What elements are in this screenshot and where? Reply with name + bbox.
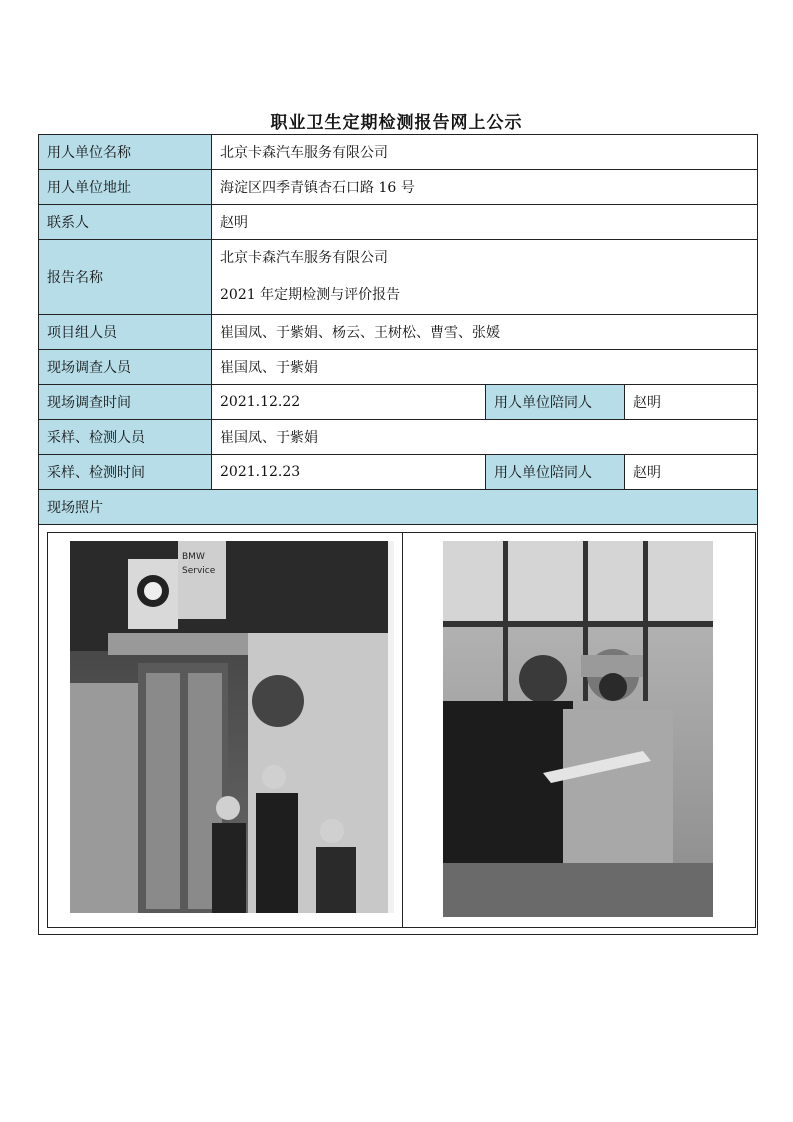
row-sampling-staff — [39, 420, 758, 455]
value-sampling-staff: 崔国凤、于紫娟 — [212, 420, 758, 455]
value-employer-name: 北京卡森汽车服务有限公司 — [212, 135, 758, 170]
photo-cell-left — [48, 533, 402, 927]
label-employer-address: 用人单位地址 — [39, 170, 212, 205]
value-survey-accompany: 赵明 — [625, 385, 758, 420]
row-site-photos — [39, 525, 758, 935]
sign-text-bmw: BMW — [182, 551, 205, 562]
label-site-survey-time: 现场调查时间 — [39, 385, 212, 420]
value-project-members: 崔国凤、于紫娟、杨云、王树松、曹雪、张媛 — [212, 315, 758, 350]
photo-frame — [47, 532, 756, 928]
report-name-line-1: 北京卡森汽车服务有限公司 — [220, 250, 388, 266]
site-photo-inspection — [403, 533, 757, 927]
row-site-photos-header — [39, 490, 758, 525]
label-employer-name: 用人单位名称 — [39, 135, 212, 170]
value-site-survey-time: 2021.12.22 — [212, 385, 486, 420]
label-project-members: 项目组人员 — [39, 315, 212, 350]
value-employer-address: 海淀区四季青镇杏石口路 16 号 — [212, 170, 758, 205]
row-contact — [39, 205, 758, 240]
row-employer-name — [39, 135, 758, 170]
row-site-survey-staff — [39, 350, 758, 385]
row-site-survey-time — [39, 385, 758, 420]
page-title: 职业卫生定期检测报告网上公示 — [270, 113, 523, 133]
value-sampling-time: 2021.12.23 — [212, 455, 486, 490]
value-report-name — [212, 240, 758, 315]
label-sampling-staff: 采样、检测人员 — [39, 420, 212, 455]
label-sampling-time: 采样、检测时间 — [39, 455, 212, 490]
value-site-survey-staff: 崔国凤、于紫娟 — [212, 350, 758, 385]
label-contact: 联系人 — [39, 205, 212, 240]
label-report-name: 报告名称 — [39, 240, 212, 315]
photo-cell-right — [402, 533, 757, 927]
label-sampling-accompany: 用人单位陪同人 — [486, 455, 625, 490]
site-photo-dealership-entrance — [48, 533, 402, 927]
row-project-members — [39, 315, 758, 350]
sign-text-service: Service — [182, 565, 216, 576]
label-survey-accompany: 用人单位陪同人 — [486, 385, 625, 420]
value-contact: 赵明 — [212, 205, 758, 240]
report-name-line-2: 2021 年定期检测与评价报告 — [220, 287, 401, 303]
label-site-survey-staff: 现场调查人员 — [39, 350, 212, 385]
row-report-name — [39, 240, 758, 315]
row-employer-address — [39, 170, 758, 205]
row-sampling-time — [39, 455, 758, 490]
value-sampling-accompany: 赵明 — [625, 455, 758, 490]
label-site-photos: 现场照片 — [39, 490, 758, 525]
report-table — [38, 134, 758, 935]
